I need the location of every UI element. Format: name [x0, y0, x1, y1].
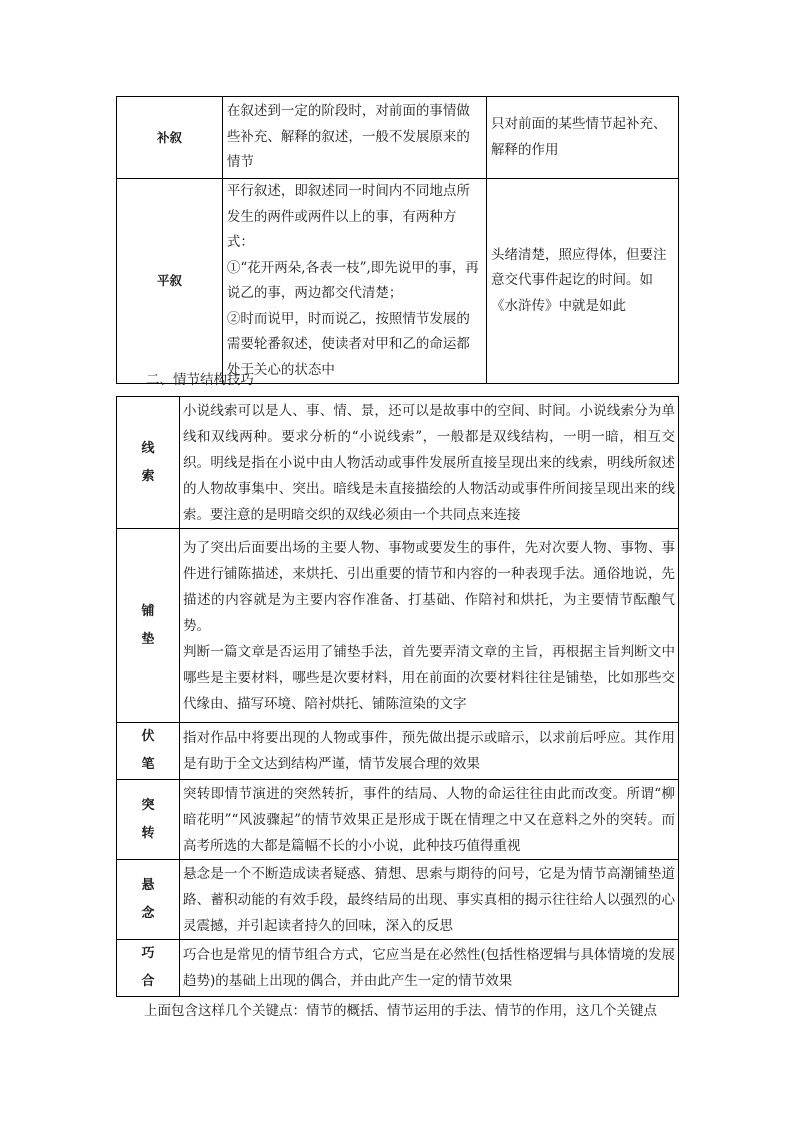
content-cell — [180, 397, 679, 529]
plot-structure-table — [116, 396, 679, 997]
term-cell — [117, 723, 180, 780]
term-cell: 补叙 — [117, 97, 223, 179]
table-row — [117, 940, 679, 997]
definition-cell — [222, 179, 486, 384]
table-row — [117, 97, 679, 179]
term-char: 巧 — [141, 946, 155, 961]
table-row — [117, 860, 679, 940]
content-cell — [180, 860, 679, 940]
content-cell — [180, 529, 679, 723]
term-char: 线 — [141, 440, 155, 456]
term-char: 转 — [141, 825, 155, 841]
term-char: 悬 — [141, 877, 155, 893]
table-row — [117, 179, 679, 384]
term-char: 突 — [141, 797, 155, 813]
term-cell: 平叙 — [117, 179, 223, 384]
term-cell — [117, 397, 180, 529]
table-row — [117, 780, 679, 860]
table-row — [117, 397, 679, 529]
content-paragraph: 小说线索可以是人、事、情、景，还可以是故事中的空间、时间。小说线索分为单线和双线两种。要求分析的“小说线索”，一般都是双线结构，一明一暗，相互交织。明线是指在小说中由人物活动或事件发展所直接呈现出来的线索，明线所叙述的人物故事集中、突出。暗线是未直接描绘的人物活动或事件所间接呈现出来的线索。要注意的是明暗交织的双线必须由一个共同点来连接 — [183, 402, 675, 523]
content-paragraph: 突转即情节演进的突然转折，事件的结局、人物的命运往往由此而改变。所谓“柳暗花明”“风波骤起”的情节效果正是形成于既在情理之中又在意料之外的突转。而高考所选的大都是篇幅不长的小小说，此种技巧值得重视 — [183, 785, 675, 854]
content-paragraph: 为了突出后面要出场的主要人物、事物或要发生的事件，先对次要人物、事物、事件进行铺陈描述，来烘托、引出重要的情节和内容的一种表现手法。通俗地说，先描述的内容就是为主要内容作准备、打基础、作陪衬和烘托，为主要情节酝酿气势。 — [183, 539, 675, 634]
content-paragraph: 判断一篇文章是否运用了铺垫手法，首先要弄清文章的主旨，再根据主旨判断文中哪些是主要材料，哪些是次要材料，用在前面的次要材料往往是铺垫，比如那些交代缘由、描写环境、陪衬烘托、铺陈渲染的文字 — [183, 643, 675, 712]
content-paragraph: 巧合也是常见的情节组合方式，它应当是在必然性(包括性格逻辑与具体情境的发展趋势)的基础上出现的偶合，并由此产生一定的情节效果 — [183, 947, 675, 989]
content-cell — [180, 780, 679, 860]
narration-table — [116, 96, 679, 384]
content-cell — [180, 723, 679, 780]
content-paragraph: 指对作品中将要出现的人物或事件，预先做出提示或暗示，以求前后呼应。其作用是有助于全文达到结构严谨，情节发展合理的效果 — [183, 730, 675, 772]
term-char: 铺 — [141, 603, 155, 619]
term-cell — [117, 529, 180, 723]
table-row — [117, 723, 679, 780]
term-char: 合 — [141, 974, 155, 989]
term-char: 垫 — [141, 631, 155, 647]
definition-line: 平行叙述，即叙述同一时间内不同地点所发生的两件或两件以上的事，有两种方式： — [226, 183, 470, 250]
definition-cell: 在叙述到一定的阶段时，对前面的事情做些补充、解释的叙述，一般不发展原来的情节 — [222, 97, 486, 179]
table-row — [117, 529, 679, 723]
term-char: 念 — [141, 905, 155, 921]
term-cell — [117, 860, 180, 940]
definition-line: ①“花开两朵,各表一枝”,即先说甲的事，再说乙的事，两边都交代清楚； — [226, 259, 479, 301]
closing-paragraph: 上面包含这样几个关键点：情节的概括、情节运用的手法、情节的作用，这几个关键点 — [144, 1003, 657, 1019]
content-cell — [180, 940, 679, 997]
effect-cell: 只对前面的某些情节起补充、解释的作用 — [487, 97, 679, 179]
section-heading: 二、情节结构技巧 — [146, 372, 254, 388]
term-cell — [117, 780, 180, 860]
term-char: 伏 — [141, 729, 155, 744]
term-char: 笔 — [141, 757, 155, 772]
effect-cell: 头绪清楚，照应得体，但要注意交代事件起讫的时间。如《水浒传》中就是如此 — [487, 179, 679, 384]
content-paragraph: 悬念是一个不断造成读者疑惑、猜想、思索与期待的问号，它是为情节高潮铺垫道路、蓄积动能的有效手段，最终结局的出现、事实真相的揭示往往给人以强烈的心灵震撼，并引起读者持久的回味，深入的反思 — [183, 865, 675, 934]
term-cell — [117, 940, 180, 997]
term-char: 索 — [141, 468, 155, 484]
definition-line: ②时而说甲，时而说乙，按照情节发展的需要轮番叙述，使读者对甲和乙的命运都处于关心的状态中 — [226, 310, 470, 378]
